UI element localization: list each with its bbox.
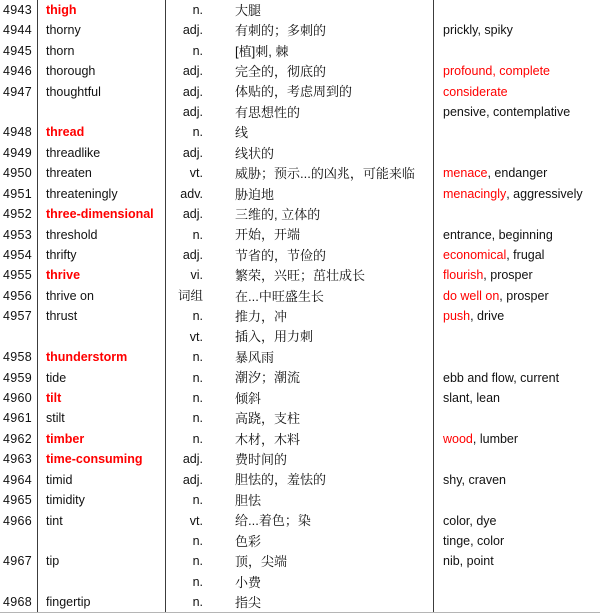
- chinese-definition: 胆怯的，羞怯的: [210, 470, 434, 490]
- synonym-highlighted: menace: [443, 166, 488, 181]
- synonym-highlighted: profound, complete: [443, 64, 551, 79]
- entry-number: 4956: [0, 286, 38, 306]
- entry-word: [38, 102, 166, 122]
- part-of-speech: n.: [192, 125, 203, 140]
- chinese-definition: 指尖: [210, 592, 434, 612]
- chinese-definition: 有刺的；多刺的: [210, 20, 434, 40]
- entry-word: thorny: [38, 20, 166, 40]
- entry-word: tip: [38, 551, 166, 571]
- entry-number: 4959: [0, 368, 38, 388]
- synonyms: [434, 368, 600, 388]
- synonyms: [434, 429, 600, 449]
- table-row: [0, 408, 600, 428]
- synonym-text: , prosper: [499, 288, 549, 303]
- entry-word: three-dimensional: [38, 204, 166, 224]
- part-of-speech: vt.: [189, 166, 203, 181]
- entry-word: [38, 327, 166, 347]
- entry-number: [0, 572, 38, 592]
- entry-number: 4945: [0, 41, 38, 61]
- table-row: [0, 327, 600, 347]
- part-of-speech: n.: [192, 227, 203, 242]
- chinese-definition: 色彩: [210, 531, 434, 551]
- synonyms: [434, 551, 600, 571]
- entry-word: tilt: [38, 388, 166, 408]
- chinese-definition: 威胁；预示...的凶兆，可能来临: [210, 163, 434, 183]
- entry-number: 4962: [0, 429, 38, 449]
- synonym-text: shy, craven: [443, 472, 506, 487]
- synonym-highlighted: considerate: [443, 84, 508, 99]
- part-of-speech: vt.: [189, 329, 203, 344]
- entry-number: 4954: [0, 245, 38, 265]
- chinese-definition: 给...着色；染: [210, 511, 434, 531]
- synonym-text: , prosper: [483, 268, 533, 283]
- part-of-speech: n.: [192, 493, 203, 508]
- synonym-text: prickly, spiky: [443, 23, 513, 38]
- entry-number: 4961: [0, 408, 38, 428]
- table-row: [0, 184, 600, 204]
- entry-word: tide: [38, 368, 166, 388]
- entry-word: thoughtful: [38, 82, 166, 102]
- entry-word: thread: [38, 123, 166, 143]
- chinese-definition: 推力，冲: [210, 306, 434, 326]
- table-row: [0, 245, 600, 265]
- entry-word: threateningly: [38, 184, 166, 204]
- chinese-definition: 费时间的: [210, 449, 434, 469]
- synonym-text: ebb and flow, current: [443, 370, 560, 385]
- table-row: [0, 82, 600, 102]
- part-of-speech: adj.: [182, 23, 203, 38]
- part-of-speech: n.: [192, 43, 203, 58]
- chinese-definition: 小费: [210, 572, 434, 592]
- entry-word: thrust: [38, 306, 166, 326]
- synonyms: [434, 20, 600, 40]
- chinese-definition: 木材，木料: [210, 429, 434, 449]
- synonym-text: pensive, contemplative: [443, 105, 571, 120]
- synonyms: [434, 531, 600, 551]
- entry-number: 4952: [0, 204, 38, 224]
- chinese-definition: 线状的: [210, 143, 434, 163]
- synonym-text: , frugal: [506, 248, 545, 263]
- entry-number: 4968: [0, 592, 38, 612]
- part-of-speech: vt.: [189, 513, 203, 528]
- synonyms: [434, 0, 600, 20]
- part-of-speech: n.: [192, 431, 203, 446]
- table-row: [0, 551, 600, 571]
- part-of-speech: adj.: [182, 207, 203, 222]
- part-of-speech: adj.: [182, 64, 203, 79]
- entry-number: 4958: [0, 347, 38, 367]
- table-row: [0, 306, 600, 326]
- entry-number: 4951: [0, 184, 38, 204]
- table-row: [0, 449, 600, 469]
- synonyms: [434, 572, 600, 592]
- table-row: [0, 0, 600, 20]
- chinese-definition: 线: [210, 123, 434, 143]
- synonyms: [434, 327, 600, 347]
- part-of-speech: n.: [192, 370, 203, 385]
- synonym-text: tinge, color: [443, 533, 505, 548]
- synonym-text: , endanger: [487, 166, 548, 181]
- entry-number: 4948: [0, 123, 38, 143]
- entry-word: thrive on: [38, 286, 166, 306]
- chinese-definition: 胆怯: [210, 490, 434, 510]
- entry-word: thorough: [38, 61, 166, 81]
- chinese-definition: 高跷，支柱: [210, 408, 434, 428]
- entry-word: thrifty: [38, 245, 166, 265]
- synonym-text: , aggressively: [506, 186, 583, 201]
- synonyms: [434, 225, 600, 245]
- entry-word: fingertip: [38, 592, 166, 612]
- entry-word: threaten: [38, 163, 166, 183]
- synonyms: [434, 470, 600, 490]
- entry-number: 4963: [0, 449, 38, 469]
- entry-word: time-consuming: [38, 449, 166, 469]
- entry-word: [38, 572, 166, 592]
- table-row: [0, 388, 600, 408]
- part-of-speech: adv.: [180, 186, 203, 201]
- table-row: [0, 102, 600, 122]
- synonyms: [434, 306, 600, 326]
- synonyms: [434, 592, 600, 612]
- synonyms: [434, 143, 600, 163]
- part-of-speech: n.: [192, 350, 203, 365]
- table-row: [0, 163, 600, 183]
- table-row: [0, 572, 600, 592]
- chinese-definition: 在...中旺盛生长: [210, 286, 434, 306]
- synonyms: [434, 449, 600, 469]
- entry-word: timber: [38, 429, 166, 449]
- entry-word: thunderstorm: [38, 347, 166, 367]
- synonyms: [434, 82, 600, 102]
- part-of-speech: n.: [192, 574, 203, 589]
- part-of-speech: adj.: [182, 105, 203, 120]
- entry-number: 4967: [0, 551, 38, 571]
- synonym-highlighted: do well on: [443, 288, 500, 303]
- table-row: [0, 41, 600, 61]
- part-of-speech: adj.: [182, 452, 203, 467]
- table-row: [0, 61, 600, 81]
- synonyms: [434, 184, 600, 204]
- synonym-text: slant, lean: [443, 390, 500, 405]
- part-of-speech: n.: [192, 309, 203, 324]
- chinese-definition: 倾斜: [210, 388, 434, 408]
- synonym-text: , drive: [470, 309, 505, 324]
- entry-number: [0, 102, 38, 122]
- entry-number: [0, 531, 38, 551]
- synonyms: [434, 265, 600, 285]
- entry-number: 4960: [0, 388, 38, 408]
- table-row: [0, 20, 600, 40]
- table-row: [0, 511, 600, 531]
- synonyms: [434, 204, 600, 224]
- synonyms: [434, 245, 600, 265]
- entry-word: threshold: [38, 225, 166, 245]
- entry-number: 4964: [0, 470, 38, 490]
- part-of-speech: n.: [192, 595, 203, 610]
- table-row: [0, 368, 600, 388]
- entry-number: 4943: [0, 0, 38, 20]
- synonym-highlighted: economical: [443, 248, 507, 263]
- synonym-text: entrance, beginning: [443, 227, 553, 242]
- entry-number: 4946: [0, 61, 38, 81]
- synonym-highlighted: menacingly: [443, 186, 507, 201]
- entry-number: [0, 327, 38, 347]
- entry-number: 4955: [0, 265, 38, 285]
- entry-number: 4944: [0, 20, 38, 40]
- synonym-text: color, dye: [443, 513, 497, 528]
- part-of-speech: vi.: [190, 268, 203, 283]
- entry-number: 4965: [0, 490, 38, 510]
- entry-word: thorn: [38, 41, 166, 61]
- chinese-definition: 开始，开端: [210, 225, 434, 245]
- synonyms: [434, 286, 600, 306]
- chinese-definition: 暴风雨: [210, 347, 434, 367]
- part-of-speech: 词组: [177, 288, 203, 303]
- synonym-text: , lumber: [472, 431, 519, 446]
- synonyms: [434, 102, 600, 122]
- entry-number: 4953: [0, 225, 38, 245]
- entry-number: 4949: [0, 143, 38, 163]
- entry-number: 4966: [0, 511, 38, 531]
- synonyms: [434, 347, 600, 367]
- table-row: [0, 204, 600, 224]
- table-row: [0, 592, 600, 612]
- chinese-definition: 大腿: [210, 0, 434, 20]
- synonyms: [434, 388, 600, 408]
- entry-number: 4950: [0, 163, 38, 183]
- chinese-definition: 顶，尖端: [210, 551, 434, 571]
- part-of-speech: adj.: [182, 472, 203, 487]
- entry-word: threadlike: [38, 143, 166, 163]
- chinese-definition: 繁荣，兴旺；茁壮成长: [210, 265, 434, 285]
- synonym-highlighted: push: [443, 309, 471, 324]
- table-row: [0, 286, 600, 306]
- synonyms: [434, 408, 600, 428]
- entry-word: thigh: [38, 0, 166, 20]
- entry-word: timidity: [38, 490, 166, 510]
- table-row: [0, 143, 600, 163]
- synonym-highlighted: flourish: [443, 268, 484, 283]
- synonyms: [434, 163, 600, 183]
- part-of-speech: n.: [192, 2, 203, 17]
- synonym-text: nib, point: [443, 554, 494, 569]
- entry-word: tint: [38, 511, 166, 531]
- chinese-definition: 插入，用力刺: [210, 327, 434, 347]
- entry-number: 4947: [0, 82, 38, 102]
- part-of-speech: n.: [192, 554, 203, 569]
- part-of-speech: adj.: [182, 84, 203, 99]
- table-row: [0, 225, 600, 245]
- synonyms: [434, 41, 600, 61]
- entry-word: [38, 531, 166, 551]
- chinese-definition: 有思想性的: [210, 102, 434, 122]
- synonyms: [434, 490, 600, 510]
- table-row: [0, 531, 600, 551]
- part-of-speech: n.: [192, 390, 203, 405]
- part-of-speech: n.: [192, 533, 203, 548]
- synonym-highlighted: wood: [443, 431, 473, 446]
- chinese-definition: 潮汐；潮流: [210, 368, 434, 388]
- synonyms: [434, 123, 600, 143]
- entry-word: timid: [38, 470, 166, 490]
- entry-number: 4957: [0, 306, 38, 326]
- table-row: [0, 123, 600, 143]
- table-row: [0, 429, 600, 449]
- chinese-definition: 体贴的，考虑周到的: [210, 82, 434, 102]
- part-of-speech: adj.: [182, 145, 203, 160]
- part-of-speech: adj.: [182, 248, 203, 263]
- entry-word: thrive: [38, 265, 166, 285]
- chinese-definition: 完全的，彻底的: [210, 61, 434, 81]
- table-row: [0, 470, 600, 490]
- synonyms: [434, 511, 600, 531]
- synonyms: [434, 61, 600, 81]
- table-row: [0, 265, 600, 285]
- chinese-definition: [植]刺, 棘: [210, 41, 434, 61]
- chinese-definition: 三维的, 立体的: [210, 204, 434, 224]
- table-row: [0, 347, 600, 367]
- table-row: [0, 490, 600, 510]
- entry-word: stilt: [38, 408, 166, 428]
- chinese-definition: 胁迫地: [210, 184, 434, 204]
- chinese-definition: 节省的，节俭的: [210, 245, 434, 265]
- part-of-speech: n.: [192, 411, 203, 426]
